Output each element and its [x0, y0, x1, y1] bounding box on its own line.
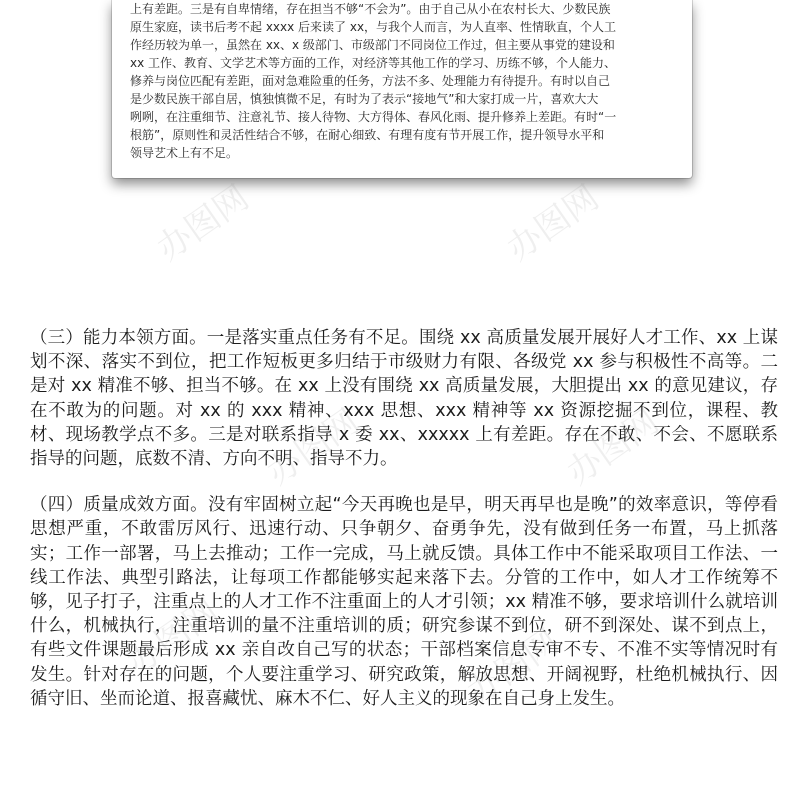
- document-preview-card: [112, 0, 692, 178]
- preview-line: 根筋”，原则性和灵活性结合不够，在耐心细致、有理有度有节开展工作，提升领导水平和: [130, 128, 605, 142]
- watermark: 办图网: [149, 177, 257, 270]
- preview-line: 领导艺术上有不足。: [130, 146, 239, 160]
- watermark: 办图网: [559, 401, 667, 494]
- preview-line: 上有差距。三是有自卑情绪，存在担当不够“不会为”。由于自己从小在农村长大、少数民族: [130, 2, 611, 16]
- paragraph-ability: （三）能力本领方面。一是落实重点任务有不足。围绕 xx 高质量发展开展好人才工作、xx 上谋划不深、落实不到位，把工作短板更多归结于市级财力有限、各级党 xx 参与积极性不高等。二是对 xx 精准不够、担当不够。在 xx 上没有围绕 xx 高质量发展，大胆提出 xx 的意见建议，存在不敢为的问题。对 xx 的 xxx 精神、xxx 思想、xxx 精神等 xx 资源挖掘不到位，课程、教材、现场教学点不多。三是对联系指导 x 委 xx、xxxxx 上有差距。存在不敢、不会、不愿联系指导的问题，底数不清、方向不明、指导不力。: [30, 328, 778, 470]
- paragraph-quality: （四）质量成效方面。没有牢固树立起“今天再晚也是早，明天再早也是晚”的效率意识，等停看思想严重，不敢雷厉风行、迅速行动、只争朝夕、奋勇争先，没有做到任务一布置，马上抓落实；工作一部署，马上去推动；工作一完成，马上就反馈。具体工作中不能采取项目工作法、一线工作法、典型引路法，让每项工作都能够实起来落下去。分管的工作中，如人才工作统筹不够，见子打子，注重点上的人才工作不注重面上的人才引领；xx 精准不够，要求培训什么就培训什么，机械执行，注重培训的量不注重培训的质；研究参谋不到位，研不到深处、谋不到点上，有些文件课题最后形成 xx 亲自改自己写的状态；干部档案信息专审不专、不准不实等情况时有发生。针对存在的问题，个人要注重学习、研究政策，解放思想、开阔视野，杜绝机械执行、因循守旧、坐而论道、报喜藏忧、麻木不仁、好人主义的现象在自己身上发生。: [30, 495, 778, 709]
- preview-line: 作经历较为单一，虽然在 xx、x 级部门、市级部门不同岗位工作过，但主要从事党的建设和: [130, 38, 615, 52]
- watermark: 办图网: [259, 401, 367, 494]
- watermark: 办图网: [459, 621, 567, 714]
- preview-line: 修养与岗位匹配有差距，面对急难险重的任务，方法不多、处理能力有待提升。有时以自己: [130, 74, 611, 88]
- preview-text: [130, 0, 678, 170]
- watermark: 办图网: [119, 591, 227, 684]
- preview-line: xx 工作、教育、文学艺术等方面的工作，对经济等其他工作的学习、历练不够，个人能力、: [130, 56, 617, 70]
- preview-line: 原生家庭，读书后考不起 xxxx 后来读了 xx，与我个人而言，为人直率、性情耿直，个人工: [130, 20, 617, 34]
- preview-line: 是少数民族干部自居，慎独慎微不足，有时为了表示“接地气”和大家打成一片，喜欢大大: [130, 92, 599, 106]
- document-body: [30, 326, 778, 733]
- watermark: 办图网: [499, 177, 607, 270]
- preview-line: 咧咧，在注重细节、注意礼节、接人待物、大方得体、春风化雨、提升修养上差距。有时“一: [130, 110, 617, 124]
